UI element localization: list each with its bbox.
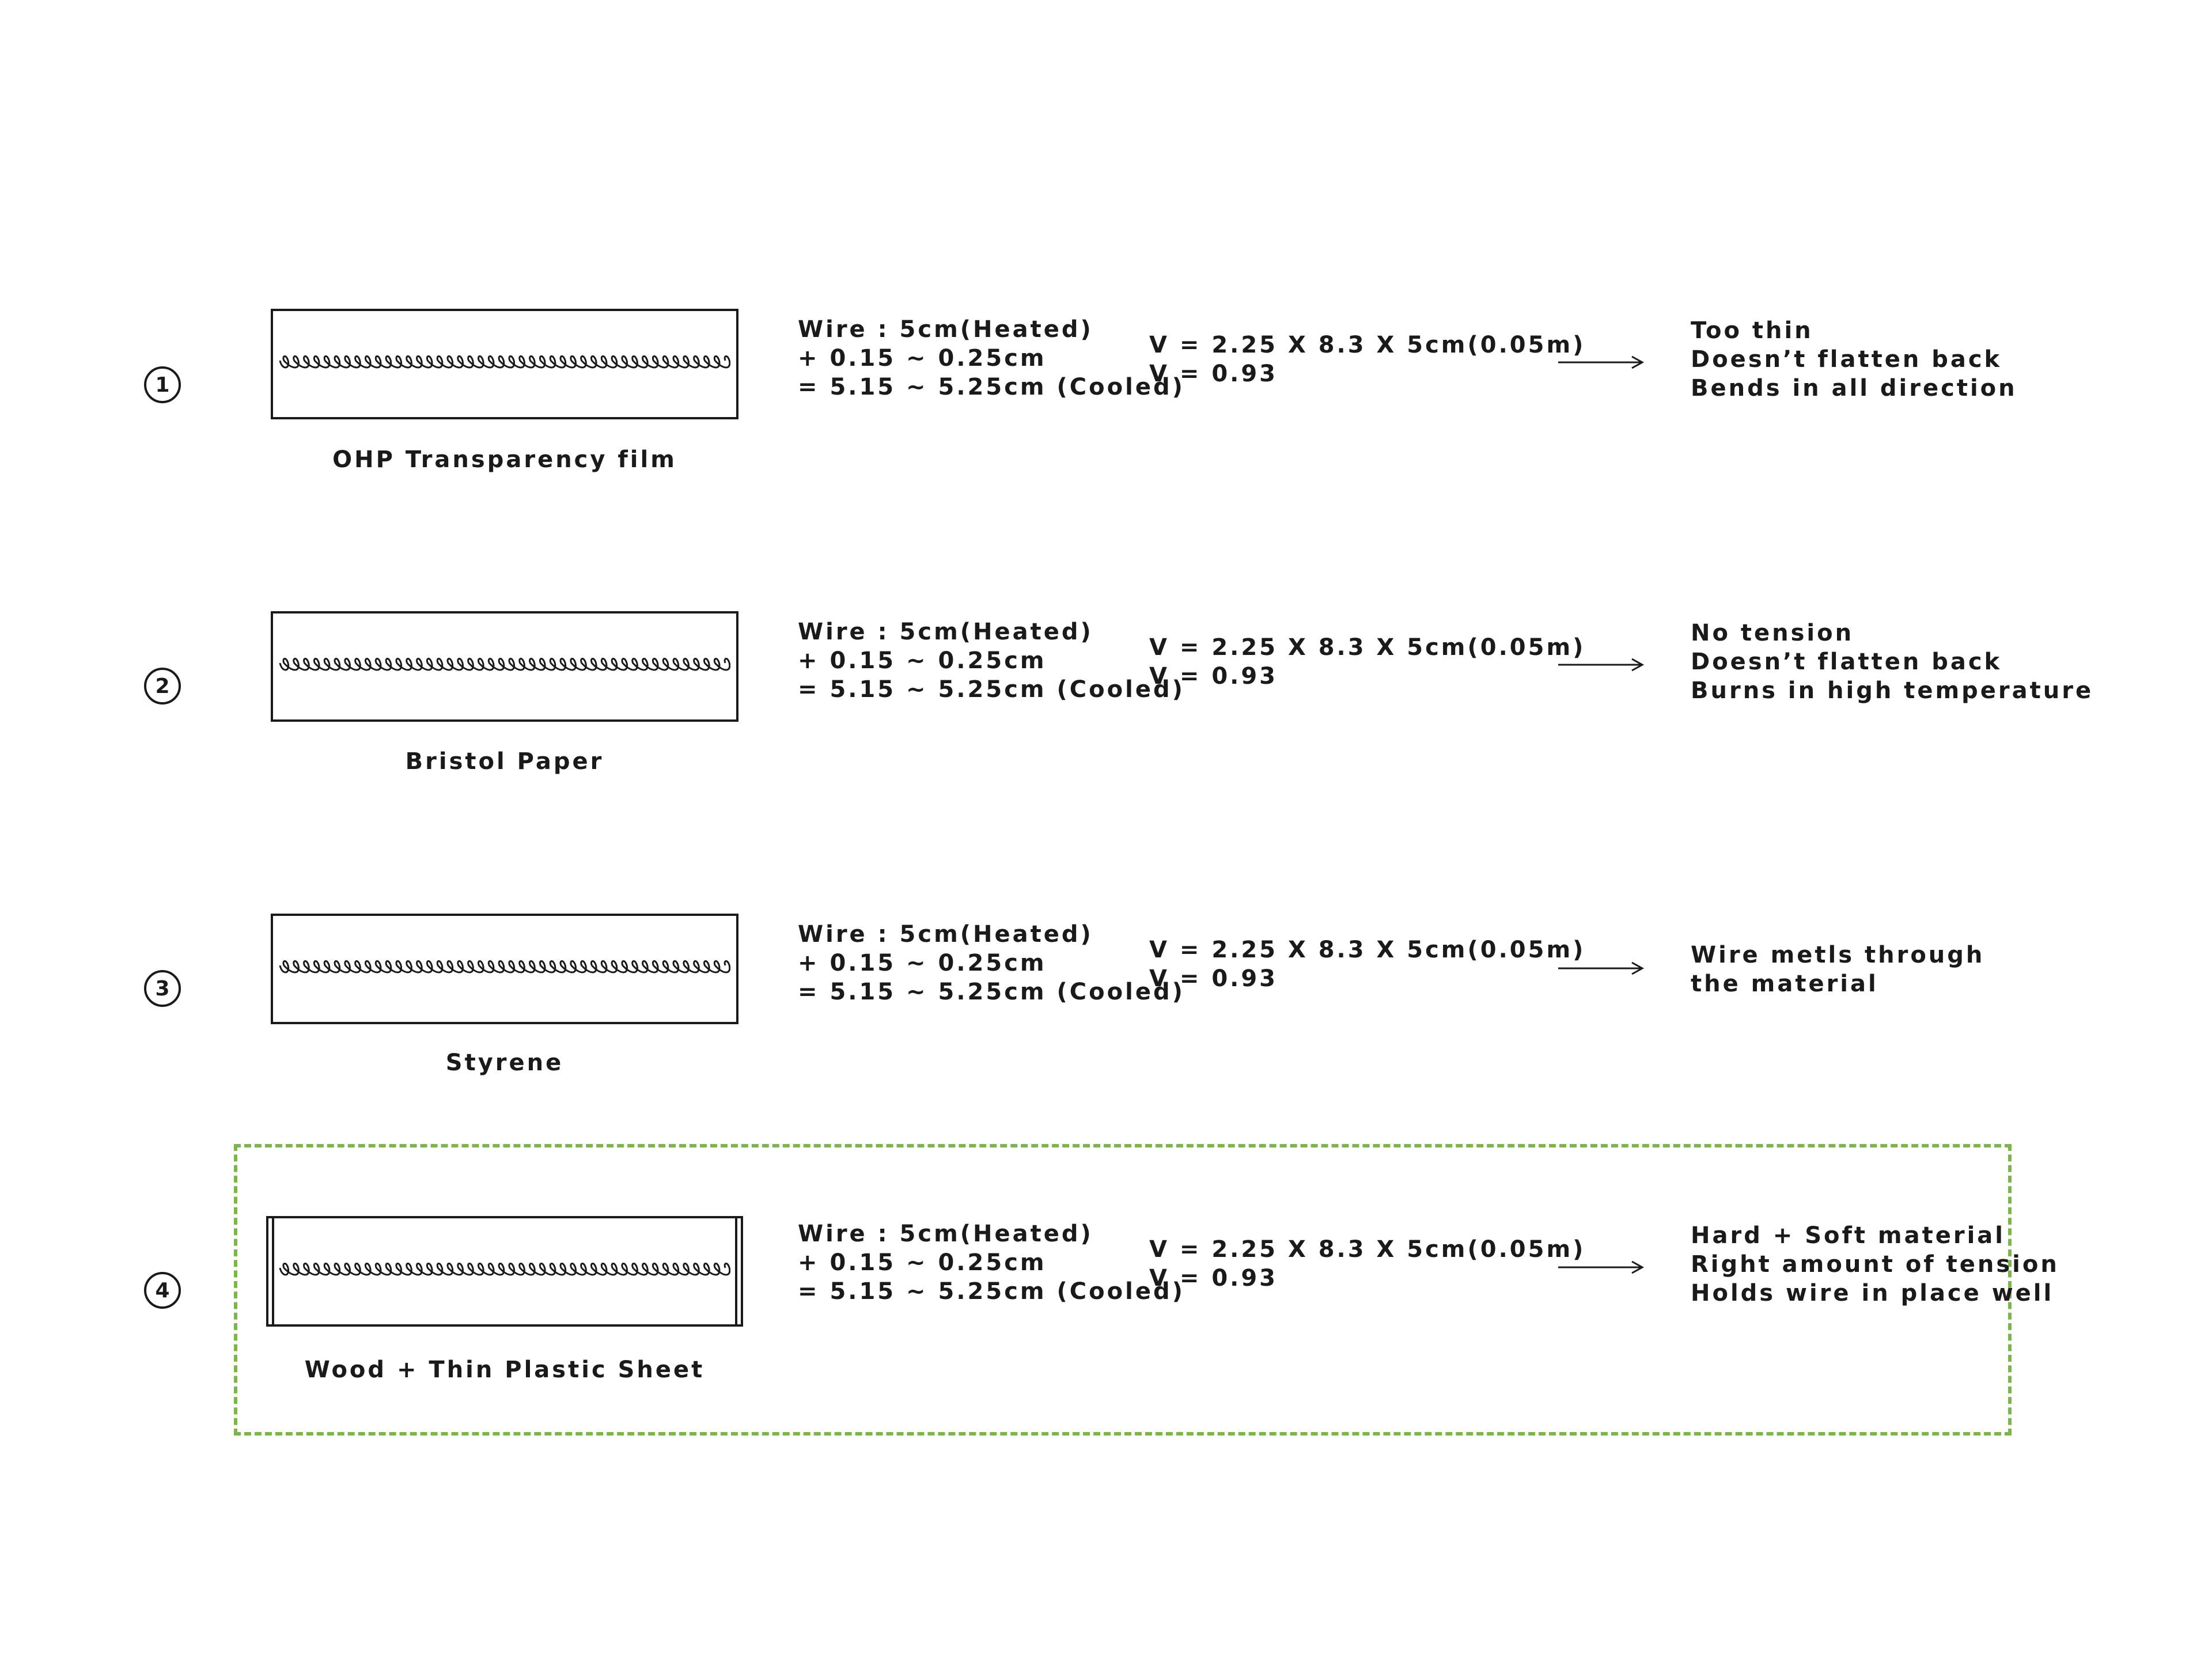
arrow-right-icon [1558, 656, 1645, 673]
arrow-right-icon [1558, 354, 1645, 371]
material-sample-diagram [271, 309, 738, 419]
material-label: OHP Transparency film [332, 446, 677, 473]
row-number-badge: 2 [144, 668, 181, 704]
volume-text: V = 2.25 X 8.3 X 5cm(0.05m) V = 0.93 [1149, 937, 1586, 992]
material-sample-diagram [271, 914, 738, 1024]
volume-text: V = 2.25 X 8.3 X 5cm(0.05m) V = 0.93 [1149, 332, 1586, 387]
wire-length-text: Wire : 5cm(Heated) + 0.15 ~ 0.25cm = 5.15 ~ 5.25cm (Cooled) [798, 921, 1185, 1005]
wire-length-text: Wire : 5cm(Heated) + 0.15 ~ 0.25cm = 5.15 ~ 5.25cm (Cooled) [798, 619, 1185, 703]
material-label: Wood + Thin Plastic Sheet [304, 1357, 705, 1383]
result-notes: Wire metls through the material [1691, 942, 1985, 997]
row-number-badge: 4 [144, 1272, 181, 1309]
wire-coil-icon [279, 655, 730, 678]
wire-coil-icon [279, 1260, 730, 1283]
wire-length-text: Wire : 5cm(Heated) + 0.15 ~ 0.25cm = 5.15 ~ 5.25cm (Cooled) [798, 316, 1185, 400]
row-number-badge: 3 [144, 970, 181, 1007]
wire-coil-icon [279, 353, 730, 376]
material-row-3 [0, 910, 2212, 1152]
volume-text: V = 2.25 X 8.3 X 5cm(0.05m) V = 0.93 [1149, 634, 1586, 690]
volume-text: V = 2.25 X 8.3 X 5cm(0.05m) V = 0.93 [1149, 1236, 1586, 1291]
arrow-right-icon [1558, 1259, 1645, 1276]
arrow-right-icon [1558, 960, 1645, 977]
wire-coil-icon [279, 957, 730, 980]
material-row-1 [0, 305, 2212, 547]
wire-length-text: Wire : 5cm(Heated) + 0.15 ~ 0.25cm = 5.15 ~ 5.25cm (Cooled) [798, 1221, 1185, 1305]
material-sample-diagram [266, 1216, 743, 1327]
row-number-badge: 1 [144, 366, 181, 403]
result-notes: Hard + Soft material Right amount of tension Holds wire in place well [1691, 1222, 2059, 1306]
material-sample-diagram [271, 611, 738, 722]
material-label: Bristol Paper [405, 748, 604, 775]
result-notes: Too thin Doesn’t flatten back Bends in all direction [1691, 317, 2017, 402]
material-label: Styrene [445, 1050, 564, 1076]
result-notes: No tension Doesn’t flatten back Burns in high temperature [1691, 620, 2094, 704]
material-row-2 [0, 608, 2212, 850]
material-row-4 [0, 1213, 2212, 1455]
